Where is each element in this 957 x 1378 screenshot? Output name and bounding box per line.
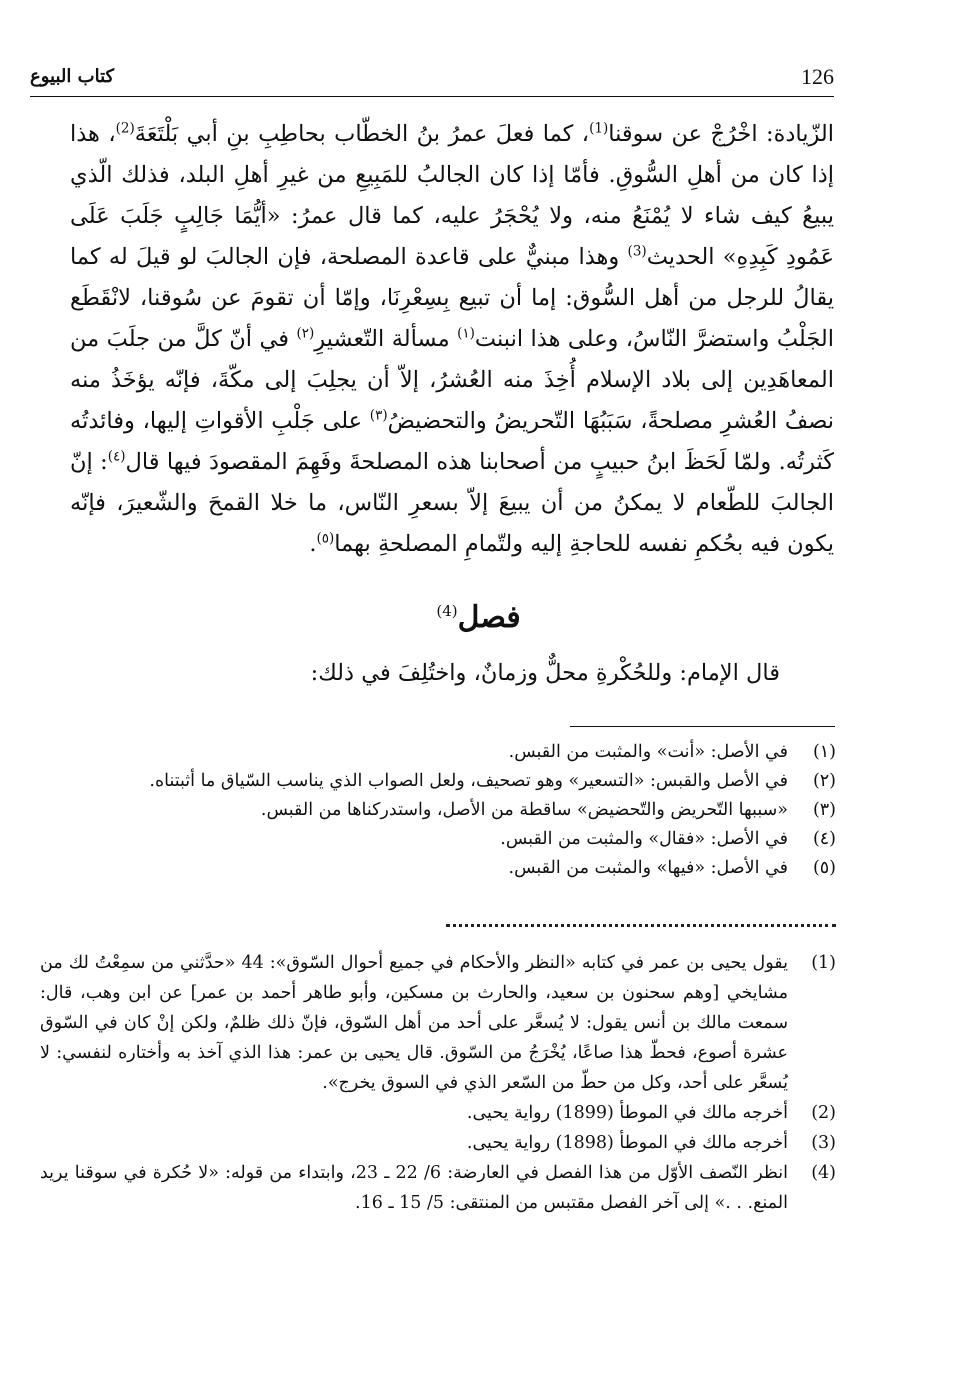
footnote-text: أخرجه مالك في الموطأ (1898) رواية يحيى. <box>466 1133 788 1153</box>
footnote-separator <box>570 726 835 727</box>
footnote-number: (1) <box>811 953 836 973</box>
text-segment: الزّيادة: اخْرُجْ عن سوقنا <box>608 121 835 147</box>
text-segment: ، كما فعلَ عمرُ بنُ الخطّاب بحاطِبِ بنِ أبي بَلْتَعَةَ <box>134 121 590 147</box>
footnote-text: أخرجه مالك في الموطأ (1899) رواية يحيى. <box>466 1103 788 1123</box>
footnote-number: (2) <box>811 1103 836 1123</box>
footnote-item <box>40 738 836 767</box>
section-heading-text: فصل <box>457 600 521 635</box>
footnote-ref: (٣) <box>369 407 388 424</box>
footnote-text: انظر النّصف الأوّل من هذا الفصل في العارضة: 6/ 22 ـ 23، وابتداء من قوله: «لا حُكرة في سوقنا يريد المنع. . .» إلى آخر الفصل مقتبس من المنتقى: 5/ 15 ـ 16. <box>40 1163 788 1213</box>
footnote-ref: (٢) <box>296 325 315 342</box>
footnote-item <box>40 1098 836 1128</box>
footnote-ref: (4) <box>436 602 458 620</box>
footnote-item <box>40 825 836 854</box>
variant-footnotes <box>40 738 836 883</box>
text-segment: في أنّ كلَّ من جلَبَ من المعاهَدِين إلى بلاد الإسلام أُخِذَ منه العُشرُ، إلاّ أن يجلِبَ إلى مكّةَ، فإنّه يؤخَذُ منه نصفُ العُشرِ مصلحةً، سَبَبُهَا التّحريضُ والتحضيضُ <box>70 326 834 434</box>
main-paragraph <box>70 114 834 565</box>
source-footnotes <box>40 948 836 1218</box>
imam-statement: قال الإمام: وللحُكْرةِ محلٌّ وزمانٌ، واختُلِفَ في ذلك: <box>310 660 780 686</box>
text-segment: . <box>309 531 317 557</box>
footnote-number: (٤) <box>812 829 836 849</box>
footnote-item <box>40 948 836 1098</box>
footnote-text: يقول يحيى بن عمر في كتابه «النظر والأحكام في جميع أحوال السّوق»: 44 «حدَّثني من سمِعْتُ لك من مشايخي [وهم سحنون بن سعيد، والحارث بن مسكين، وأبو طاهر أحمد بن عمر] عن ابن وهب، قال: سمعت مالك بن أنس يقول: لا يُسعَّر على أحد من أهل السّوق، فإنّ ذلك ظلمٌ، ولكن إنْ كان في السّوق عشرة أصوع، فحطّ هذا صاعًا، يُخْرَجُ من السّوق. قال يحيى بن عمر: هذا الذي آخذ به وأختاره لنفسي: لا يُسعَّر على أحد، وكل من حطّ من السّعر الذي في السوق يخرج». <box>40 953 788 1093</box>
footnote-number: (٣) <box>812 800 836 820</box>
footnote-item <box>40 1158 836 1218</box>
footnote-item <box>40 1128 836 1158</box>
text-segment: وهذا مبنيٌّ على قاعدة المصلحة، فإن الجالبَ لو قيلَ له كما يقالُ للرجل من أهل السُّوق: إما أن تبيع بِسِعْرِنَا، وإمّا أن تقومَ عن سُوقنا، لانْقَطَع الجَلْبُ واستضرَّ النّاسُ، وعلى هذا انبنت <box>70 244 834 352</box>
footnote-number: (٢) <box>812 771 836 791</box>
footnote-ref: (1) <box>589 120 609 137</box>
running-title: كتاب البيوع <box>30 66 115 87</box>
page-number: 126 <box>801 64 834 89</box>
section-heading <box>0 600 957 635</box>
footnote-text: في الأصل والقبس: «التسعير» وهو تصحيف، ولعل الصواب الذي يناسب السّياق ما أثبتناه. <box>149 771 788 791</box>
footnote-item <box>40 854 836 883</box>
footnote-text: في الأصل: «أنت» والمثبت من القبس. <box>508 742 788 762</box>
footnote-ref: (٤) <box>107 448 126 465</box>
footnote-ref: (2) <box>115 120 135 137</box>
footnote-text: في الأصل: «فقال» والمثبت من القبس. <box>500 829 788 849</box>
footnote-number: (3) <box>811 1133 836 1153</box>
text-segment: : إنّ الجالبَ للطّعام لا يمكنُ من أن يبيعَ إلاّ بسعرِ النّاس، ما خلا القمحَ والشّعيرَ، فإنّه يكون فيه بحُكمِ نفسه للحاجةِ إليه ولتّمامِ المصلحةِ بهما <box>70 449 834 557</box>
page-header <box>30 62 834 97</box>
footnote-ref: (3) <box>627 243 647 260</box>
footnote-item <box>40 767 836 796</box>
text-segment: على جَلْبِ الأقواتِ إليها، وفائدتُه كَثرتُه. ولمّا لَحَظَ ابنُ حبيبٍ من أصحابنا هذه المصلحةَ وفَهِمَ المقصودَ فيها قال <box>70 408 834 475</box>
footnote-text: في الأصل: «فيها» والمثبت من القبس. <box>508 858 788 878</box>
footnote-number: (٥) <box>812 858 836 878</box>
footnote-text: «سببها التّحريض والتّحضيض» ساقطة من الأصل، واستدركناها من القبس. <box>260 800 788 820</box>
text-segment: مسألة التّعشيرِ <box>314 326 458 352</box>
footnote-number: (4) <box>811 1163 836 1183</box>
footnote-number: (١) <box>812 742 836 762</box>
dotted-separator <box>446 924 836 927</box>
text-segment: ، هذا إذا كان من أهلِ السُّوقِ. فأمّا إذا كان الجالبُ للمَبِيعِ من غيرِ أهلِ البلد، فذلك الّذي يبيعُ كيف شاء لا يُمْنَعُ منه، ولا يُحْجَرُ عليه، كما قال عمرُ: «أيُّمَا جَالِبٍ جَلَبَ عَلَى عَمُودِ كَبِدِهِ» الحديث <box>70 121 834 270</box>
footnote-ref: (٥) <box>316 530 335 547</box>
footnote-ref: (١) <box>457 325 475 342</box>
footnote-item <box>40 796 836 825</box>
